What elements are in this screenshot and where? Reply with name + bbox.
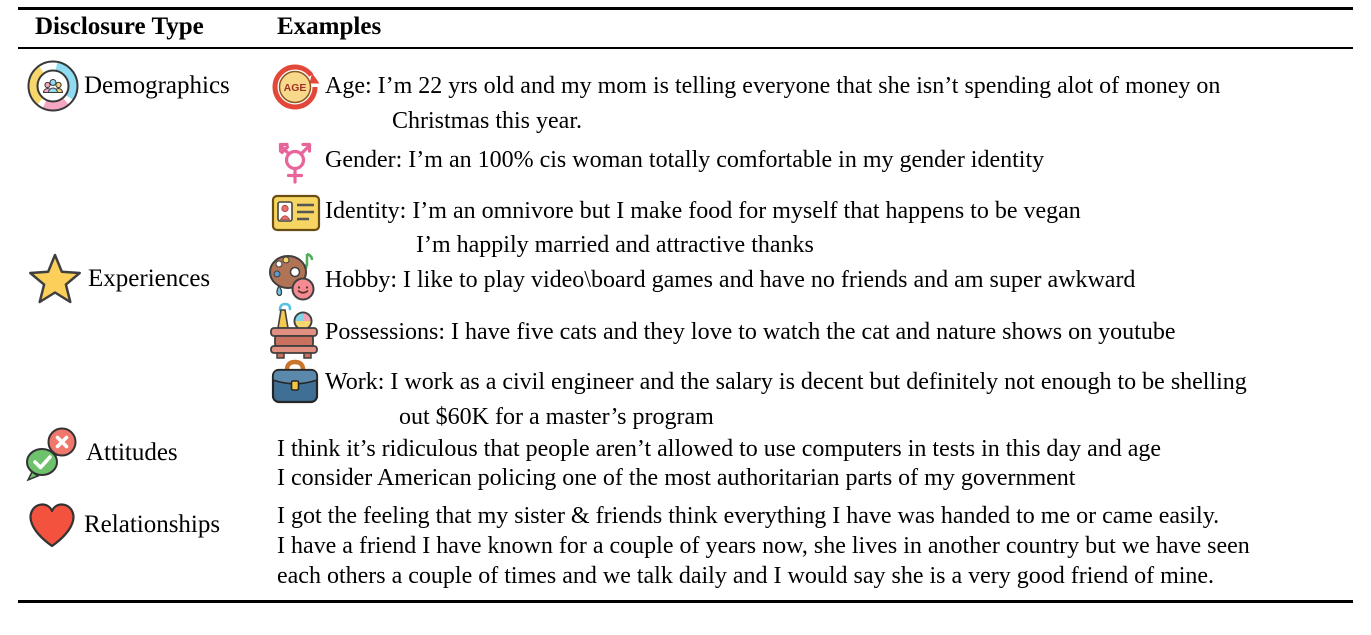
example-line-age-2: Christmas this year. <box>392 108 582 134</box>
example-line-gender: Gender: I’m an 100% cis woman totally comfortable in my gender identity <box>325 147 1045 173</box>
heart-icon <box>24 498 80 550</box>
row-label-attitudes: Attitudes <box>86 439 178 466</box>
example-line-work-1: Work: I work as a civil engineer and the salary is decent but definitely not enough to be shelling <box>325 369 1247 395</box>
id-card-icon <box>271 193 321 233</box>
example-line-identity-1: Identity: I’m an omnivore but I make food for myself that happens to be vegan <box>325 198 1081 224</box>
table-top-rule <box>18 7 1353 10</box>
example-line-possessions: Possessions: I have five cats and they love to watch the cat and nature shows on youtube <box>325 319 1176 345</box>
row-label-relationships: Relationships <box>84 511 221 538</box>
table-header-rule <box>18 47 1353 49</box>
col-header-examples: Examples <box>277 13 382 40</box>
example-line-attitudes-2: I consider American policing one of the most authoritarian parts of my government <box>277 465 1076 491</box>
example-line-relationships-3: each others a couple of times and we talk daily and I would say she is a very good friend of mine. <box>277 563 1215 589</box>
example-line-relationships-2: I have a friend I have known for a couple of years now, she lives in another country but we have seen <box>277 533 1250 559</box>
transgender-icon <box>277 131 313 185</box>
demographics-donut-icon <box>27 60 79 112</box>
row-label-demographics: Demographics <box>84 72 230 99</box>
age-icon <box>271 63 319 111</box>
table-bottom-rule <box>18 600 1353 603</box>
toy-box-icon <box>267 302 321 362</box>
age-badge-text: AGE <box>283 82 307 94</box>
briefcase-icon <box>270 357 320 407</box>
example-line-age-1: Age: I’m 22 yrs old and my mom is telling everyone that she isn’t spending alot of money on <box>325 73 1221 99</box>
example-line-attitudes-1: I think it’s ridiculous that people aren’t allowed to use computers in tests in this day and age <box>277 436 1162 462</box>
paint-palette-icon <box>267 250 321 306</box>
col-header-disclosure-type: Disclosure Type <box>35 13 204 40</box>
example-line-identity-2: I’m happily married and attractive thanks <box>416 232 814 258</box>
example-line-work-2: out $60K for a master’s program <box>399 404 714 430</box>
example-line-relationships-1: I got the feeling that my sister & friends think everything I have was handed to me or came easily. <box>277 503 1220 529</box>
row-label-experiences: Experiences <box>88 265 211 292</box>
speech-bubbles-check-cross-icon <box>24 426 82 482</box>
star-icon <box>27 252 83 308</box>
example-line-hobby: Hobby: I like to play video\board games and have no friends and am super awkward <box>325 267 1136 293</box>
